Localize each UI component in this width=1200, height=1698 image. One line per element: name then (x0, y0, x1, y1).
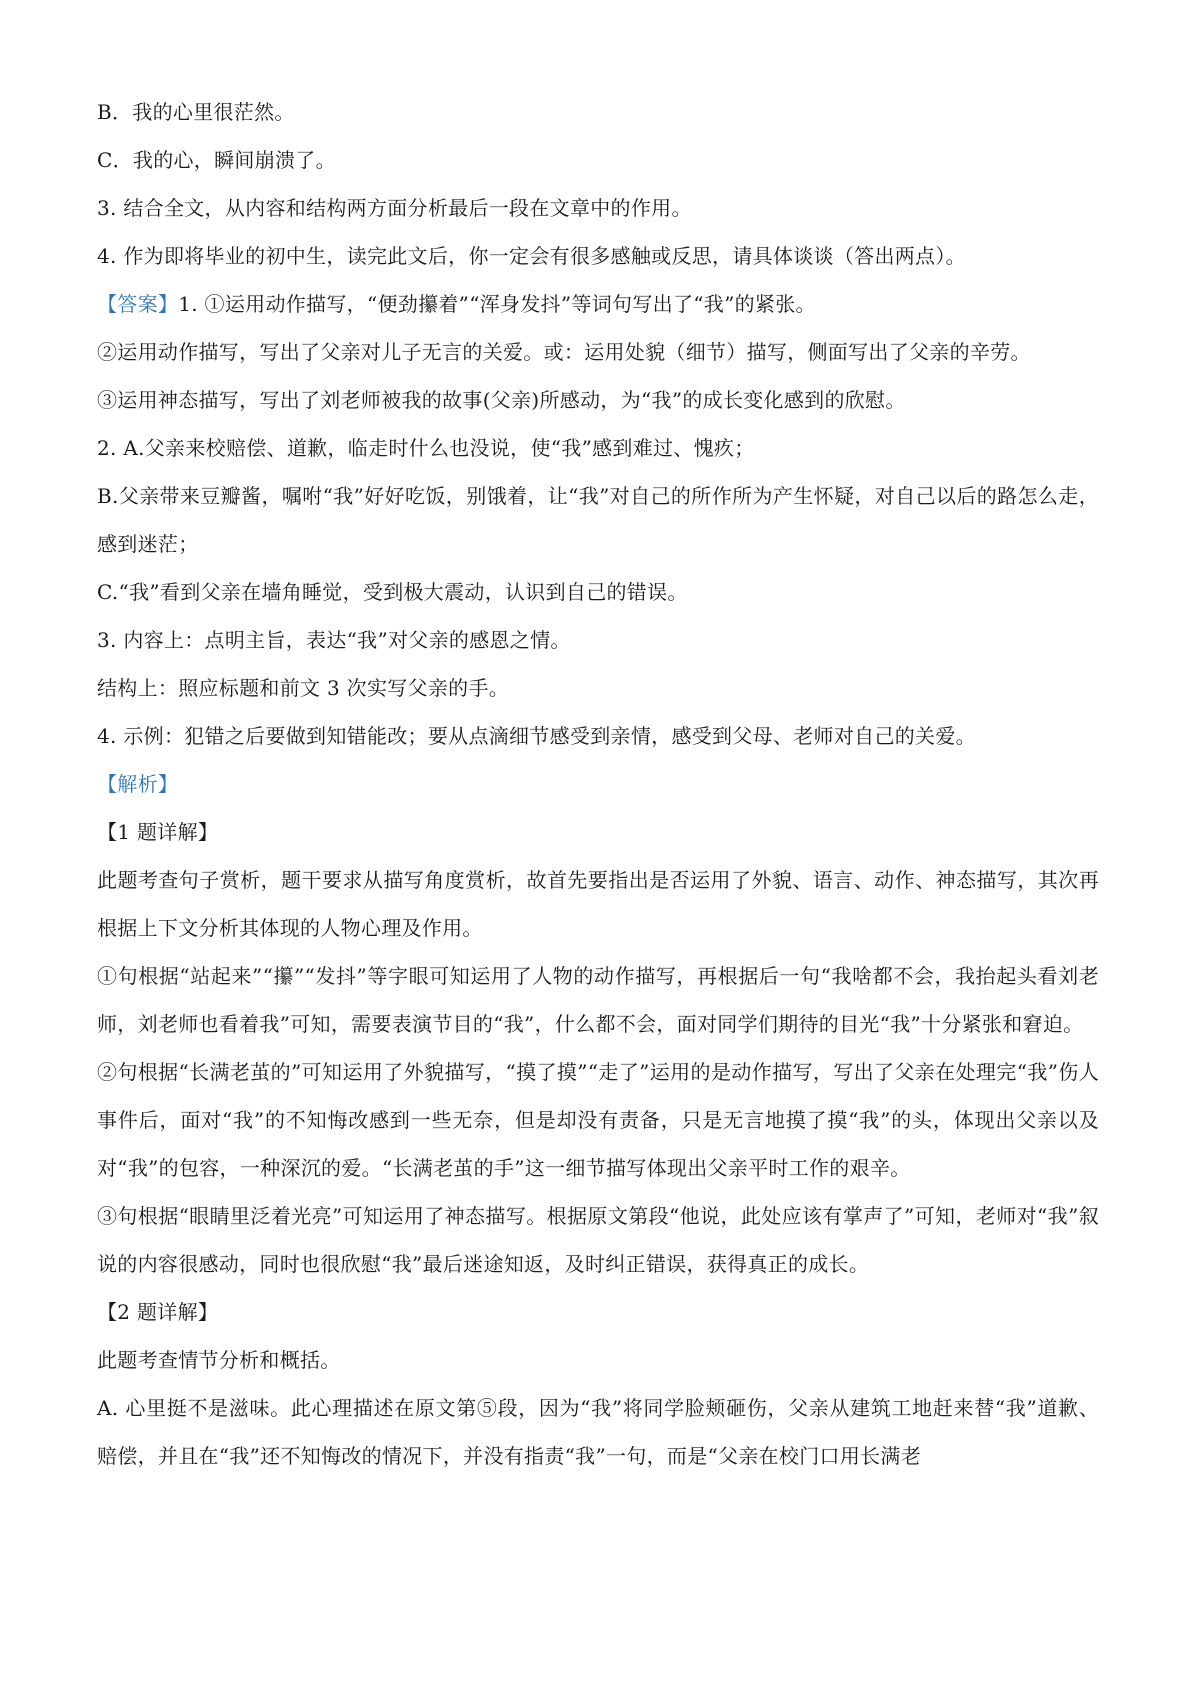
answer-line-1 (97, 290, 1099, 318)
q1-paragraph-1: ①句根据“站起来”“攥”“发抖”等字眼可知运用了人物的动作描写，再根据后一句“我啥都不会，我抬起头看刘老师，刘老师也看着我”可知，需要表演节目的“我”，什么都不会，面对同学们期待的目光“我”十分紧张和窘迫。 (97, 964, 1099, 1036)
question-3: 3. 结合全文，从内容和结构两方面分析最后一段在文章中的作用。 (97, 196, 692, 220)
answer-item-1: 1. ①运用动作描写，“便劲攥着”“浑身发抖”等词句写出了“我”的紧张。 (178, 292, 816, 316)
answer-2b: B.父亲带来豆瓣酱，嘱咐“我”好好吃饭，别饿着，让“我”对自己的所作所为产生怀疑，对自己以后的路怎么走，感到迷茫； (97, 484, 1099, 556)
q1-heading: 【1 题详解】 (97, 820, 219, 844)
option-c: C．我的心，瞬间崩溃了。 (97, 148, 336, 172)
answer-2a: 2. A.父亲来校赔偿、道歉，临走时什么也没说，使“我”感到难过、愧疚； (97, 436, 755, 460)
analysis-tag-line (97, 770, 1099, 798)
q2-heading: 【2 题详解】 (97, 1300, 219, 1324)
option-b: B．我的心里很茫然。 (97, 100, 295, 124)
answer-item-3: ③运用神态描写，写出了刘老师被我的故事(父亲)所感动，为“我”的成长变化感到的欣慰。 (97, 388, 906, 412)
question-4: 4. 作为即将毕业的初中生，读完此文后，你一定会有很多感触或反思，请具体谈谈（答出两点）。 (97, 244, 966, 268)
analysis-tag: 【解析】 (97, 772, 179, 796)
answer-3-content: 3. 内容上：点明主旨，表达“我”对父亲的感恩之情。 (97, 628, 571, 652)
answer-2c: C.“我”看到父亲在墙角睡觉，受到极大震动，认识到自己的错误。 (97, 580, 688, 604)
answer-tag: 【答案】 (97, 292, 179, 316)
q1-paragraph-2: ②句根据“长满老茧的”可知运用了外貌描写，“摸了摸”“走了”运用的是动作描写，写出了父亲在处理完“我”伤人事件后，面对“我”的不知悔改感到一些无奈，但是却没有责备，只是无言地摸了摸“我”的头，体现出父亲以及对“我”的包容，一种深沉的爱。“长满老茧的手”这一细节描写体现出父亲平时工作的艰辛。 (97, 1060, 1099, 1180)
q2-paragraph-a: A. 心里挺不是滋味。此心理描述在原文第⑤段，因为“我”将同学脸颊砸伤，父亲从建筑工地赶来替“我”道歉、赔偿，并且在“我”还不知悔改的情况下，并没有指责“我”一句，而是“父亲在校门口用长满老 (97, 1396, 1099, 1468)
answer-3-structure: 结构上：照应标题和前文 3 次实写父亲的手。 (97, 676, 510, 700)
q2-paragraph-intro: 此题考查情节分析和概括。 (97, 1348, 341, 1372)
q1-paragraph-intro: 此题考查句子赏析，题干要求从描写角度赏析，故首先要指出是否运用了外貌、语言、动作、神态描写，其次再根据上下文分析其体现的人物心理及作用。 (97, 868, 1099, 940)
answer-item-2: ②运用动作描写，写出了父亲对儿子无言的关爱。或：运用处貌（细节）描写，侧面写出了父亲的辛劳。 (97, 340, 1031, 364)
answer-4: 4. 示例：犯错之后要做到知错能改；要从点滴细节感受到亲情，感受到父母、老师对自己的关爱。 (97, 724, 976, 748)
q1-paragraph-3: ③句根据“眼睛里泛着光亮”可知运用了神态描写。根据原文第段“他说，此处应该有掌声了”可知，老师对“我”叙说的内容很感动，同时也很欣慰“我”最后迷途知返，及时纠正错误，获得真正的成长。 (97, 1204, 1099, 1276)
document-page (97, 98, 1099, 1490)
